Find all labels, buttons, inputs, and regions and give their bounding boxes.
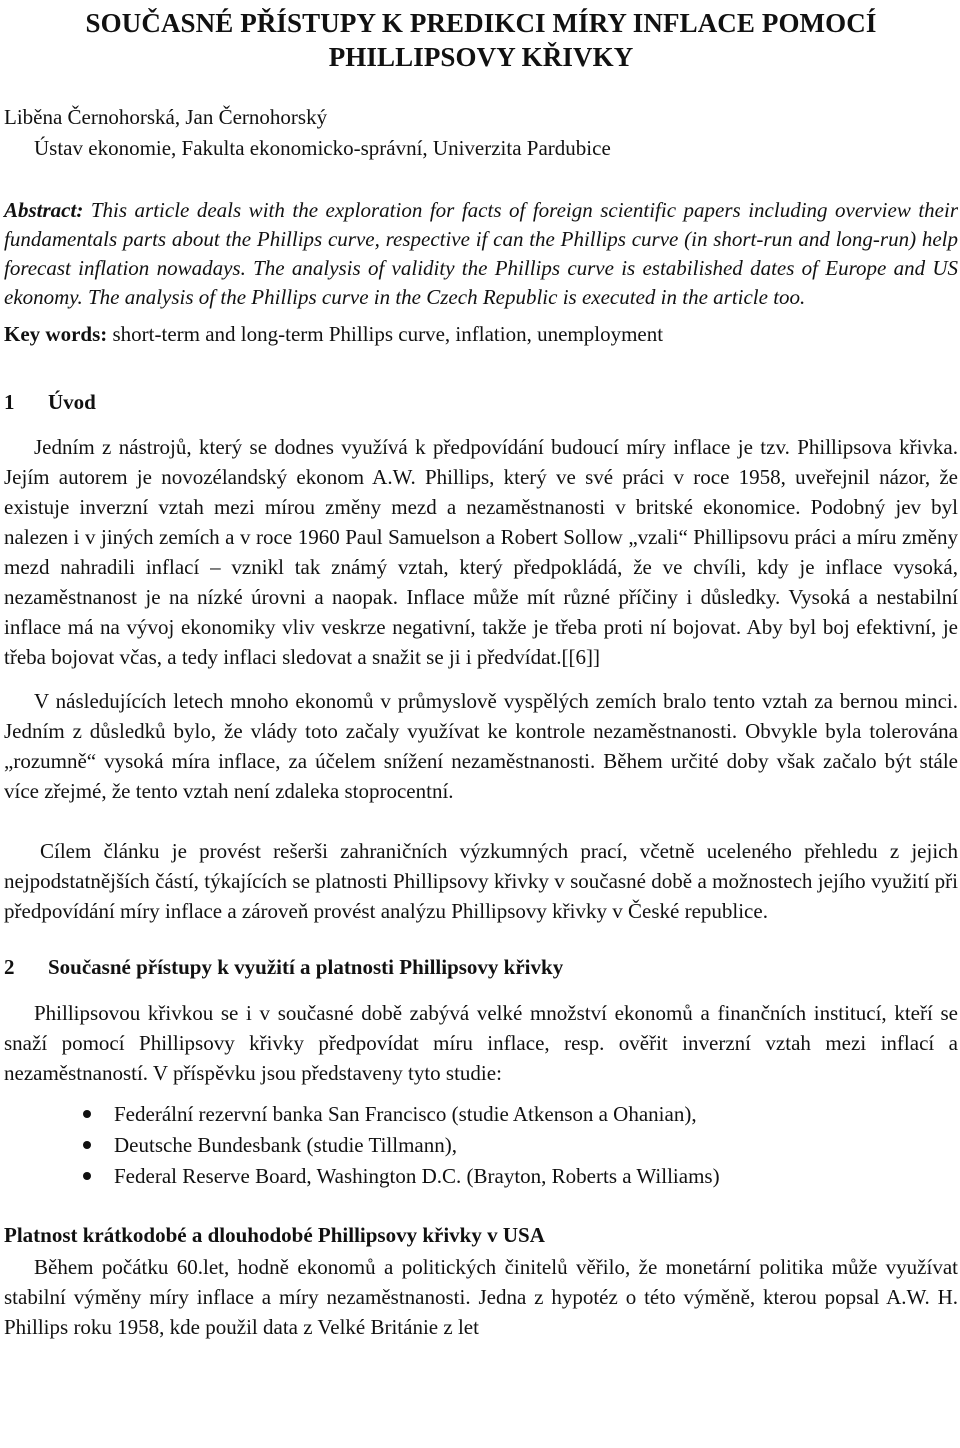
usa-paragraph: Během počátku 60.let, hodně ekonomů a politických činitelů věřilo, že monetární politika může využívat stabilní výměny míry inflace a míry nezaměstnanosti. Jedna z hypotéz o této výměně, kterou popsal A.W. H. Phillips roku 1958, kde použil data z Velké Británie z let	[4, 1255, 958, 1339]
section-heading-2	[4, 952, 958, 982]
bullet-icon	[83, 1172, 91, 1180]
section-title-2: Současné přístupy k využití a platnosti Phillipsovy křivky	[48, 955, 564, 979]
list-item	[4, 1099, 958, 1130]
keywords-label: Key words:	[4, 322, 108, 346]
section-heading-1	[4, 387, 958, 417]
bullet-icon	[83, 1110, 91, 1118]
intro-paragraph-3: Cílem článku je provést rešerši zahraničních výzkumných prací, včetně uceleného přehledu z jejich nejpodstatnějších částí, týkajících se platnosti Phillipsovy křivky v současné době a možnostech jejího využití při předpovídání míry inflace a zároveň provést analýzu Phillipsovy křivky v České republice.	[4, 839, 958, 923]
list-item	[4, 1130, 958, 1161]
section2-paragraph: Phillipsovou křivkou se i v současné době zabývá velké množství ekonomů a finančních institucí, kteří se snaží pomocí Phillipsovy křivky předpovídat míru inflace, resp. ověřit inverzní vztah mezi inflací a nezaměstnaností. V příspěvku jsou představeny tyto studie:	[4, 1001, 958, 1085]
keywords	[4, 319, 958, 349]
abstract-label: Abstract:	[4, 198, 84, 222]
bullet-icon	[83, 1141, 91, 1149]
list-item-text: Deutsche Bundesbank (studie Tillmann),	[114, 1133, 457, 1157]
keywords-text: short-term and long-term Phillips curve, inflation, unemployment	[107, 322, 664, 346]
section-title-1: Úvod	[48, 390, 96, 414]
paper-title: SOUČASNÉ PŘÍSTUPY K PREDIKCI MÍRY INFLACE POMOCÍ PHILLIPSOVY KŘIVKY	[85, 8, 877, 72]
subsection-heading-usa: Platnost krátkodobé a dlouhodobé Phillipsovy křivky v USA	[4, 1223, 545, 1247]
section-number-1: 1	[4, 390, 15, 414]
studies-list	[4, 1099, 958, 1192]
list-item-text: Federální rezervní banka San Francisco (studie Atkenson a Ohanian),	[114, 1102, 697, 1126]
author-block	[4, 102, 958, 164]
list-item-text: Federal Reserve Board, Washington D.C. (Brayton, Roberts a Williams)	[114, 1164, 720, 1188]
intro-paragraph-2: V následujících letech mnoho ekonomů v průmyslově vyspělých zemích bralo tento vztah za bernou minci. Jedním z důsledků bylo, že vlády toto začaly využívat ke kontrole nezaměstnanosti. Obvykle byla tolerována „rozumně“ vysoká míra inflace, za účelem snížení nezaměstnanosti. Během určité doby však začalo být stále více zřejmé, že tento vztah není zdaleka stoprocentní.	[4, 689, 958, 803]
abstract-text: This article deals with the exploration for facts of foreign scientific papers including overview their fundamentals parts about the Phillips curve, respective if can the Phillips curve (in short-run and long-run) help forecast inflation nowadays. The analysis of validity the Phillips curve is estabilished dates of Europe and US ekonomy. The analysis of the Phillips curve in the Czech Republic is executed in the article too.	[4, 198, 958, 309]
author-affiliation: Ústav ekonomie, Fakulta ekonomicko-správní, Univerzita Pardubice	[34, 136, 611, 160]
abstract	[4, 196, 958, 312]
intro-paragraph-1: Jedním z nástrojů, který se dodnes využívá k předpovídání budoucí míry inflace je tzv. Phillipsova křivka. Jejím autorem je novozélandský ekonom A.W. Phillips, který ve své práci v roce 1958, uveřejnil názor, že existuje inverzní vztah mezi mírou změny mezd a nezaměstnanosti v britské ekonomice. Podobný jev byl nalezen i v jiných zemích a v roce 1960 Paul Samuelson a Robert Sollow „vzali“ Phillipsovu práci a míru změny mezd nahradili inflací – vznikl tak známý vztah, který předpokládá, že ve chvíli, kdy je inflace vysoká, nezaměstnanost je na nízké úrovni a naopak. Inflace může mít různé příčiny i důsledky. Vysoká a nestabilní inflace má na vývoj ekonomiky vliv veskrze negativní, takže je třeba proti ní bojovat. Aby byl boj efektivní, je třeba bojovat včas, a tedy inflaci sledovat a snažit se ji i předvídat.[[6]]	[4, 435, 958, 669]
author-names: Liběna Černohorská, Jan Černohorský	[4, 105, 328, 129]
section-number-2: 2	[4, 955, 15, 979]
list-item	[4, 1161, 958, 1192]
